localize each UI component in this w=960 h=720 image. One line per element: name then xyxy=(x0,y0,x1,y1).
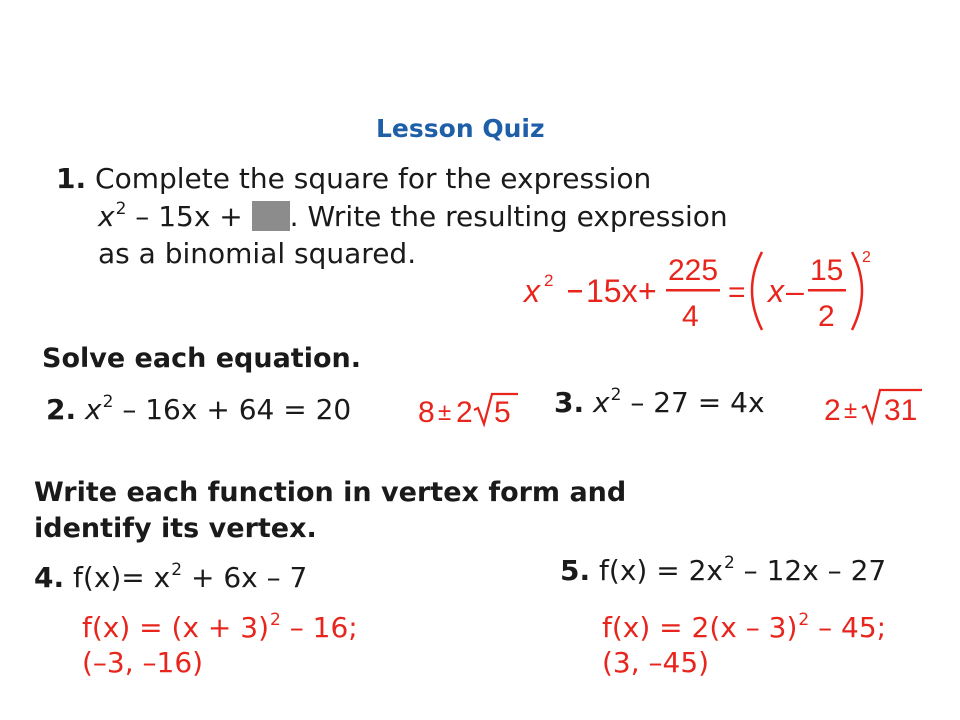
q4-number: 4. xyxy=(34,561,65,594)
q3-ans-pm: ± xyxy=(844,397,858,424)
q1-ans-eq: = xyxy=(728,276,746,309)
q5-ans-a: f(x) = 2(x – 3) xyxy=(602,611,798,644)
q5-ans-exp: 2 xyxy=(798,610,810,630)
q3-answer-math xyxy=(822,386,926,430)
q1-expr-rest: – 15x + xyxy=(126,200,252,233)
vertex-heading xyxy=(34,475,626,547)
q1-ans-outer-exp: 2 xyxy=(862,249,871,266)
q1-ans-num: 225 xyxy=(668,254,719,287)
q1-answer-math xyxy=(520,244,880,336)
q4-answer-vertex: (–3, –16) xyxy=(82,646,204,679)
q1-ans-inner-bar xyxy=(808,289,846,292)
q3-ans-a: 2 xyxy=(824,394,841,427)
q5-exp: 2 xyxy=(723,553,735,573)
vertex-heading-line1: Write each function in vertex form and xyxy=(34,477,627,508)
q4-function xyxy=(34,560,307,600)
q2-rest: – 16x + 64 = 20 xyxy=(113,393,352,426)
q1-ans-den: 4 xyxy=(682,300,699,333)
q1-ans-inner-x: x xyxy=(768,273,784,309)
page-title: Lesson Quiz xyxy=(376,114,545,143)
q1-line2 xyxy=(98,199,728,239)
q1-expr-x: x xyxy=(98,200,115,233)
q1-line2-tail: . Write the resulting expression xyxy=(289,200,728,233)
q1-number: 1. xyxy=(56,162,87,195)
q1-ans-inner-minus: – xyxy=(786,273,804,309)
q1-ans-exp: 2 xyxy=(544,271,554,290)
q1-ans-plus: + xyxy=(638,273,657,309)
q4-answer-line1 xyxy=(82,610,358,650)
solve-heading: Solve each equation. xyxy=(42,343,361,374)
q1-blank-box xyxy=(252,201,290,231)
vertex-heading-line2: identify its vertex. xyxy=(34,513,317,544)
q1-line3: as a binomial squared. xyxy=(98,237,417,270)
q3-x: x xyxy=(593,386,610,419)
q2-equation xyxy=(46,392,351,432)
q1-prompt: Complete the square for the expression xyxy=(95,162,652,195)
q3-rest: – 27 = 4x xyxy=(621,386,765,419)
q2-ans-pm: ± xyxy=(438,399,452,426)
q5-fx: f(x) = 2x xyxy=(599,554,723,587)
q3-equation xyxy=(554,385,765,425)
q4-fx: f(x)= x xyxy=(73,561,171,594)
q1-ans-inner-den: 2 xyxy=(818,300,835,333)
q1-line1 xyxy=(56,161,651,197)
q1-ans-left-paren xyxy=(752,252,762,330)
q4-ans-a: f(x) = (x + 3) xyxy=(82,611,270,644)
q4-ans-b: – 16; xyxy=(280,611,358,644)
q2-ans-a: 8 xyxy=(418,396,435,429)
q3-number: 3. xyxy=(554,386,585,419)
q1-ans-fraction-bar xyxy=(666,289,720,292)
q1-expr-exp: 2 xyxy=(115,199,127,219)
q3-exp: 2 xyxy=(610,385,622,405)
q4-ans-exp: 2 xyxy=(270,610,281,630)
q2-number: 2. xyxy=(46,393,77,426)
q1-ans-minus-sign xyxy=(568,290,582,293)
q1-ans-inner-num: 15 xyxy=(810,254,844,287)
q1-ans-right-paren xyxy=(852,252,862,330)
q5-number: 5. xyxy=(560,554,591,587)
q4-rest: + 6x – 7 xyxy=(182,561,308,594)
q2-ans-b: 2 xyxy=(456,396,473,429)
q5-function xyxy=(560,553,886,593)
q5-ans-b: – 45; xyxy=(809,611,887,644)
q2-exp: 2 xyxy=(102,392,114,412)
q5-rest: – 12x – 27 xyxy=(734,554,887,587)
q4-exp: 2 xyxy=(171,560,183,580)
q2-ans-rad: 5 xyxy=(494,396,511,429)
q2-x: x xyxy=(85,393,102,426)
q5-answer-line1 xyxy=(602,610,886,650)
q1-ans-x: x xyxy=(524,273,540,309)
q3-ans-rad: 31 xyxy=(884,394,918,427)
q1-ans-15x: 15x xyxy=(586,273,638,309)
q2-answer-math xyxy=(414,388,524,432)
q5-answer-vertex: (3, –45) xyxy=(602,646,710,679)
